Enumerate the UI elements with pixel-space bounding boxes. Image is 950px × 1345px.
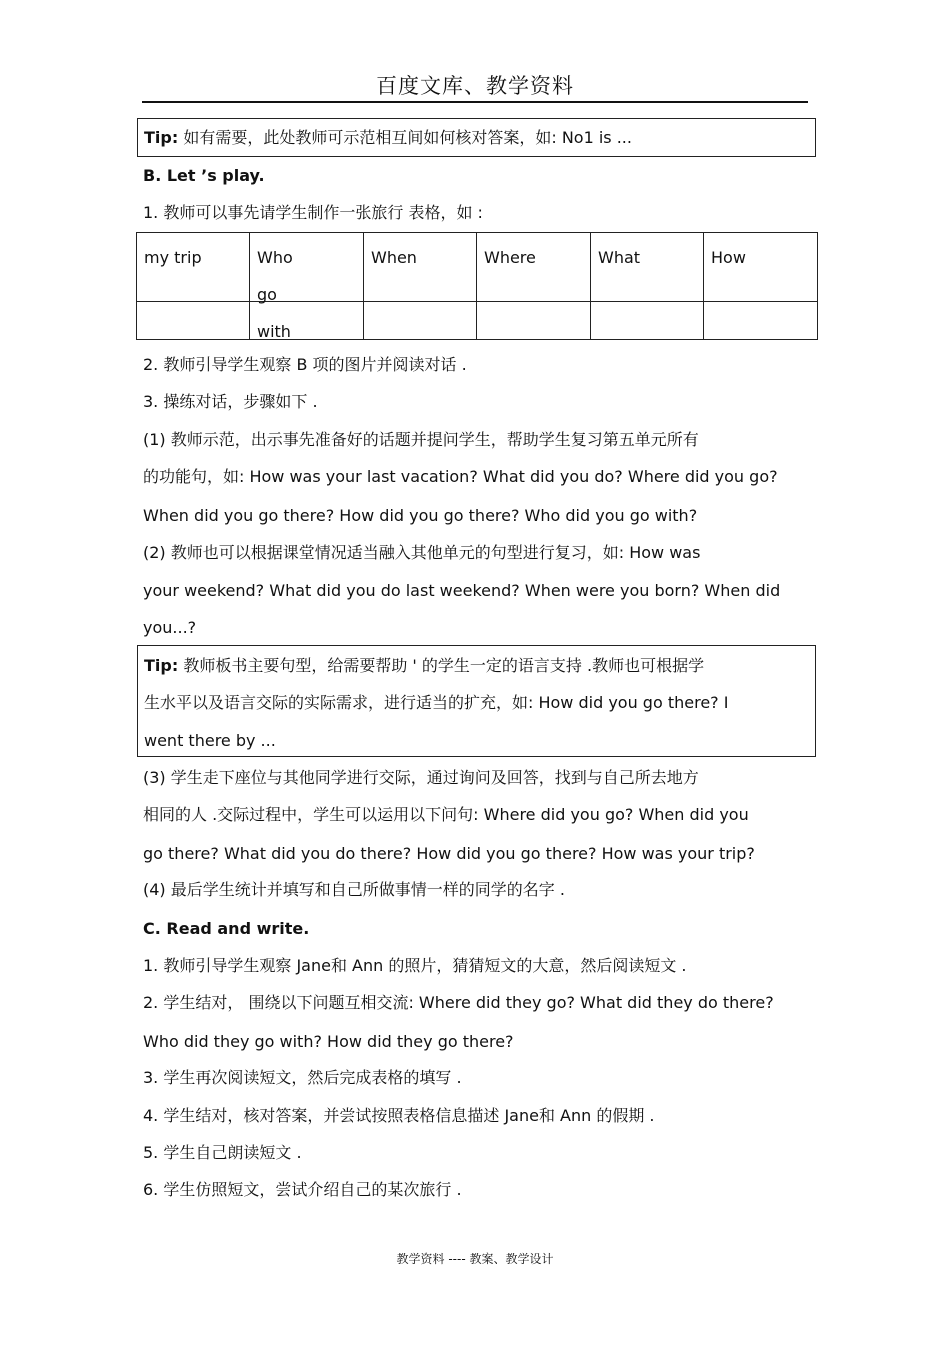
- table-header-cell: my trip: [144, 248, 202, 267]
- header-divider: [142, 101, 808, 103]
- trip-table: [136, 232, 818, 340]
- step-b3-4: (4) 最后学生统计并填写和自己所做事情一样的同学的名字 .: [143, 880, 565, 899]
- step-b3-1-line1: (1) 教师示范，出示事先准备好的话题并提问学生，帮助学生复习第五单元所有: [143, 430, 699, 449]
- step-c2-line1: 2. 学生结对， 围绕以下问题互相交流: Where did they go? What did they do there?: [143, 993, 774, 1012]
- table-header-cell: Where: [484, 248, 536, 267]
- table-cell: [704, 302, 817, 339]
- step-b3-3-line1: (3) 学生走下座位与其他同学进行交际，通过询问及回答，找到与自己所去地方: [143, 768, 699, 787]
- step-b3-3-line3: go there? What did you do there? How did you go there? How was your trip?: [143, 844, 755, 863]
- step-c2-line2: Who did they go with? How did they go there?: [143, 1032, 514, 1051]
- tip-label: Tip:: [144, 656, 179, 675]
- tip-label: Tip:: [144, 128, 179, 147]
- table-header-cell: [250, 233, 363, 341]
- step-c5: 5. 学生自己朗读短文 .: [143, 1143, 302, 1162]
- table-cell: [477, 302, 590, 339]
- table-header-cell: When: [371, 248, 417, 267]
- tip-text-line3: went there by ...: [144, 731, 276, 750]
- step-b2: 2. 教师引导学生观察 B 项的图片并阅读对话 .: [143, 355, 467, 374]
- tip-box-1: [137, 118, 816, 157]
- step-b3-2-line3: you...?: [143, 618, 197, 637]
- table-header-cell-text: Who go with: [257, 248, 293, 341]
- step-c6: 6. 学生仿照短文，尝试介绍自己的某次旅行 .: [143, 1180, 462, 1199]
- step-b3-1-line3: When did you go there? How did you go there? Who did you go with?: [143, 506, 698, 525]
- step-b3-3-line2: 相同的人 .交际过程中，学生可以运用以下问句: Where did you go? When did you: [143, 805, 749, 824]
- step-b1: 1. 教师可以事先请学生制作一张旅行 表格，如 :: [143, 203, 483, 222]
- step-b3: 3. 操练对话，步骤如下 .: [143, 392, 318, 411]
- table-header-cell: How: [711, 248, 746, 267]
- section-b-title: B. Let ’s play.: [143, 166, 265, 185]
- tip-text: 如有需要，此处教师可示范相互间如何核对答案，如: No1 is ...: [183, 128, 632, 147]
- tip-text-line2: 生水平以及语言交际的实际需求，进行适当的扩充，如: How did you go there? I: [144, 693, 729, 712]
- tip-box-2: [137, 645, 816, 757]
- step-b3-2-line2: your weekend? What did you do last weekend? When were you born? When did: [143, 581, 781, 600]
- step-c4: 4. 学生结对，核对答案，并尝试按照表格信息描述 Jane和 Ann 的假期 .: [143, 1106, 655, 1125]
- step-b3-1-line2: 的功能句，如: How was your last vacation? What did you do? Where did you go?: [143, 467, 778, 486]
- step-c1: 1. 教师引导学生观察 Jane和 Ann 的照片，猜猜短文的大意，然后阅读短文 .: [143, 956, 687, 975]
- table-cell: [591, 302, 703, 339]
- table-cell: [137, 302, 249, 339]
- table-header-row: [137, 233, 818, 302]
- step-c3: 3. 学生再次阅读短文，然后完成表格的填写 .: [143, 1068, 462, 1087]
- page-header-title: 百度文库、教学资料: [376, 74, 574, 98]
- page-footer: 教学资料 ---- 教案、教学设计: [396, 1252, 554, 1266]
- step-b3-2-line1: (2) 教师也可以根据课堂情况适当融入其他单元的句型进行复习，如: How was: [143, 543, 701, 562]
- table-cell: [364, 302, 476, 339]
- table-header-cell: What: [598, 248, 641, 267]
- tip-text-line1: 教师板书主要句型，给需要帮助 ' 的学生一定的语言支持 .教师也可根据学: [183, 656, 705, 675]
- section-c-title: C. Read and write.: [143, 919, 310, 938]
- table-row: [137, 302, 818, 340]
